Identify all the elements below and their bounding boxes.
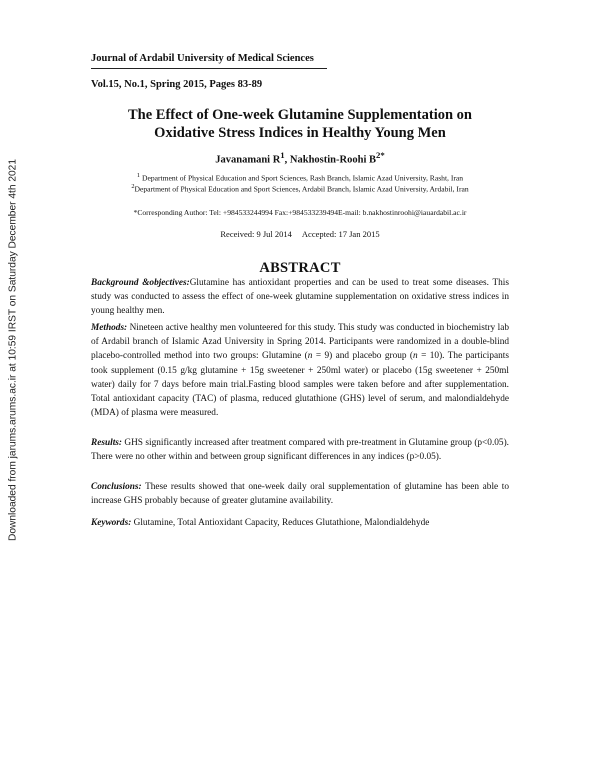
abstract-heading: ABSTRACT [259,260,341,276]
background-text: Glutamine has antioxidant properties and can be used to treat some diseases. This study was conducted to assess the effect of one-week glutamine supplementation on oxidative stress indices in young healthy men. [91,278,509,317]
methods-n-1: n [307,351,313,362]
author-2-sup: 2* [376,150,385,160]
results-text: GHS significantly increased after treatment compared with pre-treatment in Glutamine group (p<0.05). There were no other within and between group significant differences in any indices (p>0.05). [91,438,509,463]
title-line-1: The Effect of One-week Glutamine Supplementation on [128,107,472,123]
affiliation-2 [91,182,509,195]
conclusions-text: These results showed that one-week daily oral supplementation of glutamine has been able to increase GHS probably because of greater glutamine availability. [91,482,509,507]
volume-info: Vol.15, No.1, Spring 2015, Pages 83-89 [91,79,263,90]
download-watermark-text: Downloaded from jarums.arums.ac.ir at 10:59 IRST on Saturday December 4th 2021 [7,158,19,542]
dates [91,229,509,239]
results-label: Results: [91,438,122,448]
author-1-name: Javanamani R [215,154,281,166]
author-separator: , [284,154,290,166]
keywords-text: Glutamine, Total Antioxidant Capacity, Reduces Glutathione, Malondialdehyde [131,518,430,528]
paper-title [91,106,509,142]
author-2-name: Nakhostin-Roohi B [289,154,376,166]
methods-label: Methods: [91,323,128,333]
affiliation-1-text: Department of Physical Education and Sport Sciences, Rash Branch, Islamic Azad University, Rasht, Iran [140,173,464,183]
background-label: Background &objectives: [91,278,190,288]
conclusions-section [91,480,509,508]
methods-n-2: n [413,351,418,362]
authors [91,150,509,166]
title-line-2: Oxidative Stress Indices in Healthy Young Men [154,125,446,141]
author-1-sup: 1 [280,150,285,160]
corresponding-author: *Corresponding Author: Tel: +984533244994 Fax:+984533239494E-mail: b.nakhostinroohi@iauardabil.ac.ir [133,208,467,217]
methods-section [91,321,509,420]
keywords-label: Keywords: [91,518,132,528]
methods-text-1: Nineteen active healthy men volunteered for this study. This study was conducted in biochemistry lab of Ardabil branch of Islamic Azad University in Spring 2014. Participants were randomized in a double-blind placebo-controlled method into two groups: Glutamine ( [91,323,509,362]
affiliation-2-sup: 2 [131,183,135,190]
methods-text-2: = 9) and placebo group ( [312,351,414,362]
received-date: Received: 9 Jul 2014 [220,229,292,239]
accepted-date: Accepted: 17 Jan 2015 [301,229,380,239]
conclusions-label: Conclusions: [91,482,142,492]
affiliation-1-sup: 1 [136,172,141,179]
keywords-section [91,516,509,530]
affiliation-2-text: Department of Physical Education and Sport Sciences, Ardabil Branch, Islamic Azad University, Ardabil, Iran [134,184,469,194]
methods-text-3: = 10). The participants took supplement (0.15 g/kg glutamine + 15g sweetener + 250ml water) or placebo (15g sweetener + 250ml water) daily for 7 days before main trial.Fasting blood samples were taken before and after supplementation. Total antioxidant capacity (TAC) of plasma, reduced glutathione (GHS) level of serum, and malondialdehyde (MDA) of plasma were measured. [91,351,509,419]
journal-name: Journal of Ardabil University of Medical Sciences [91,53,314,64]
results-section [91,436,509,464]
header-rule [91,68,327,69]
background-section [91,276,509,319]
download-watermark [6,150,20,550]
